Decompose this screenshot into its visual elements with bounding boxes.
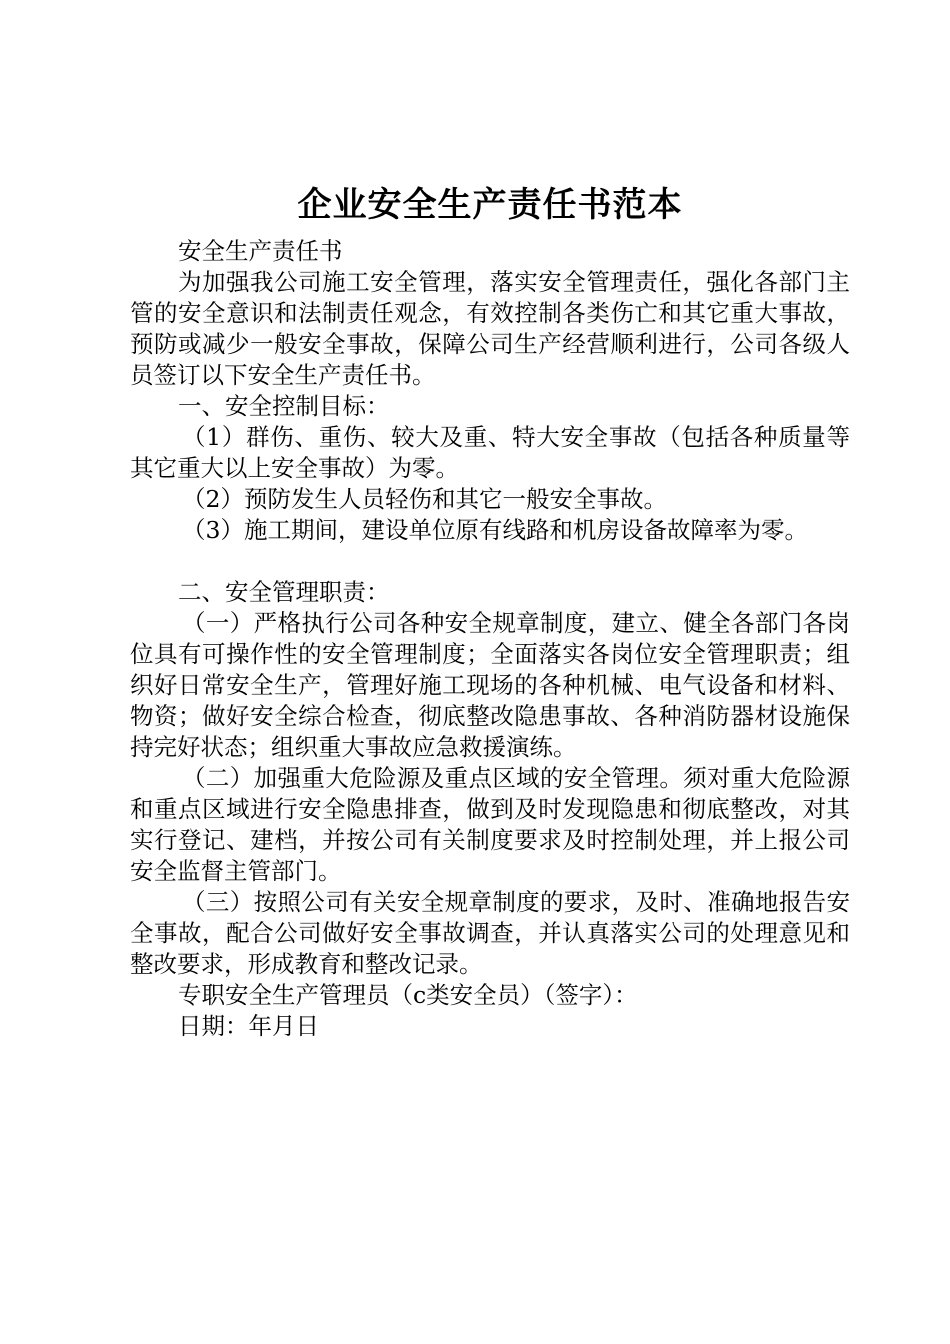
section-1-item-2: （2）预防发生人员轻伤和其它一般安全事故。	[182, 485, 667, 513]
document-page	[130, 180, 850, 1042]
signature-line: 专职安全生产管理员（c类安全员）（签字）：	[178, 981, 638, 1009]
intro-paragraph: 为加强我公司施工安全管理，落实安全管理责任，强化各部门主管的安全意识和法制责任观念，有效控制各类伤亡和其它重大事故，预防或减少一般安全事故，保障公司生产经营顺利进行，公司各级人员签订以下安全生产责任书。	[130, 268, 850, 389]
section-1-item-3: （3）施工期间，建设单位原有线路和机房设备故障率为零。	[182, 516, 808, 544]
section-2-item-3: （三）按照公司有关安全规章制度的要求，及时、准确地报告安全事故，配合公司做好安全事故调查，并认真落实公司的处理意见和整改要求，形成教育和整改记录。	[130, 888, 850, 978]
section-1-item-1: （1）群伤、重伤、较大及重、特大安全事故（包括各种质量等其它重大以上安全事故）为零。	[130, 423, 850, 482]
section-2-item-2: （二）加强重大危险源及重点区域的安全管理。须对重大危险源和重点区域进行安全隐患排查，做到及时发现隐患和彻底整改，对其实行登记、建档，并按公司有关制度要求及时控制处理，并上报公司安全监督主管部门。	[130, 764, 850, 885]
date-line: 日期：年月日	[178, 1012, 319, 1040]
document-subtitle: 安全生产责任书	[178, 237, 343, 265]
section-1-heading: 一、安全控制目标：	[178, 392, 390, 420]
section-2-heading: 二、安全管理职责：	[178, 578, 390, 606]
section-2-item-1: （一）严格执行公司各种安全规章制度，建立、健全各部门各岗位具有可操作性的安全管理制度；全面落实各岗位安全管理职责；组织好日常安全生产，管理好施工现场的各种机械、电气设备和材料、物资；做好安全综合检查，彻底整改隐患事故、各种消防器材设施保持完好状态；组织重大事故应急救援演练。	[130, 609, 850, 761]
paragraph-spacer	[130, 546, 850, 577]
document-title: 企业安全生产责任书范本	[297, 185, 683, 225]
